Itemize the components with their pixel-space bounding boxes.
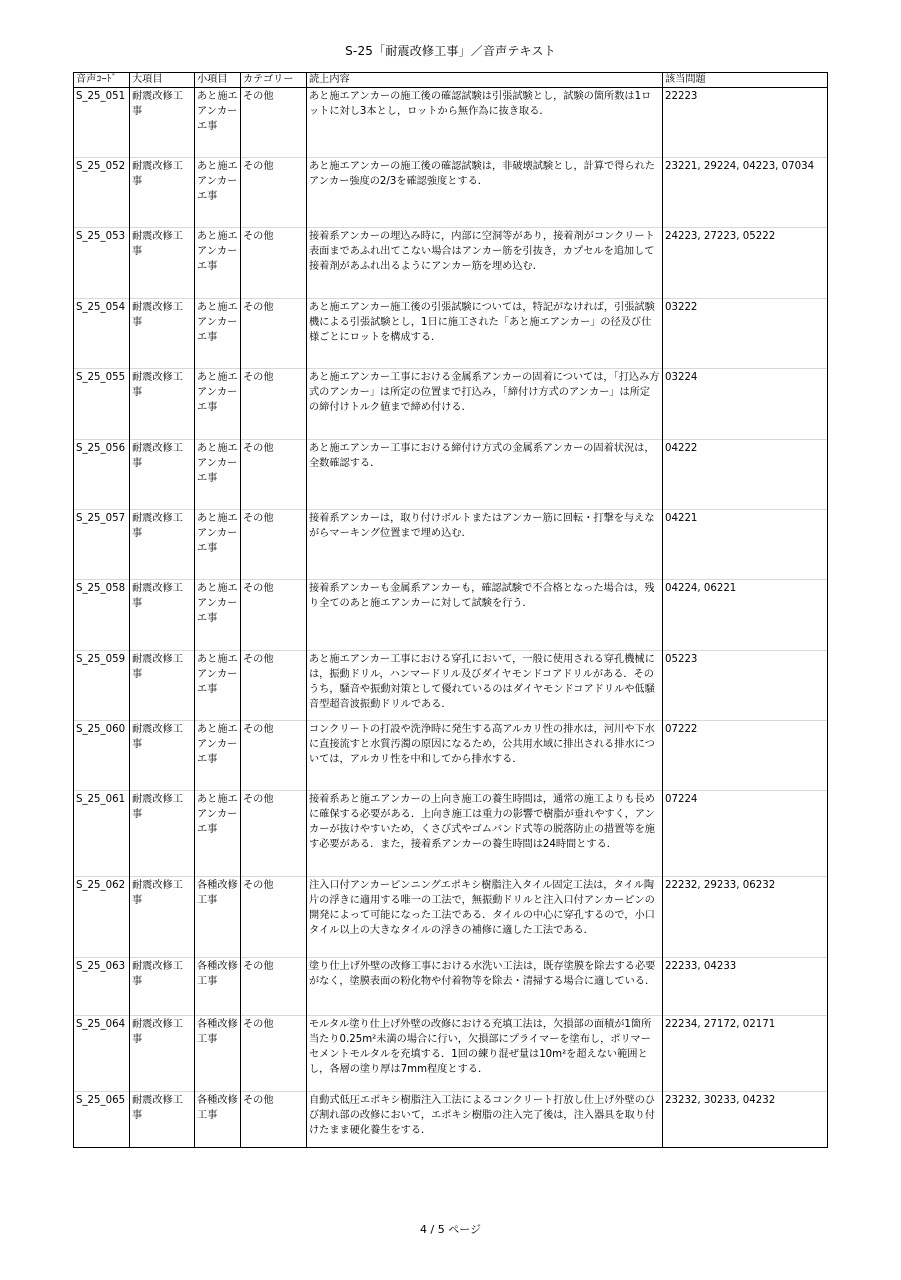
row-major: 耐震改修工事 (130, 158, 195, 228)
row-major: 耐震改修工事 (130, 958, 195, 1016)
row-major: 耐震改修工事 (130, 791, 195, 877)
row-category: その他 (241, 299, 307, 369)
row-text: あと施エアンカーの施工後の確認試験は，非破壊試験とし，計算で得られたアンカー強度の2/3を確認強度とする． (307, 158, 663, 228)
table-row (74, 1092, 828, 1148)
row-refs: 07224 (663, 791, 828, 877)
row-refs: 23232, 30233, 04232 (663, 1092, 828, 1148)
row-refs: 22233, 04233 (663, 958, 828, 1016)
table-row (74, 1016, 828, 1092)
table-row (74, 877, 828, 958)
row-category: その他 (241, 510, 307, 580)
row-text: あと施エアンカー工事における金属系アンカーの固着については，「打込み方式のアンカー」は所定の位置まで打込み，「締付け方式のアンカー」は所定の締付けトルク値まで締め付ける． (307, 369, 663, 440)
row-code: S_25_064 (74, 1016, 130, 1092)
row-category: その他 (241, 1016, 307, 1092)
row-refs: 23221, 29224, 04223, 07034 (663, 158, 828, 228)
row-refs: 24223, 27223, 05222 (663, 228, 828, 299)
header-major: 大項目 (130, 73, 195, 88)
row-minor: あと施エアンカーエ事 (195, 721, 241, 791)
row-major: 耐震改修工事 (130, 1016, 195, 1092)
row-minor: あと施エアンカーエ事 (195, 228, 241, 299)
row-code: S_25_062 (74, 877, 130, 958)
row-major: 耐震改修工事 (130, 651, 195, 721)
row-refs: 03222 (663, 299, 828, 369)
row-major: 耐震改修工事 (130, 1092, 195, 1148)
header-code: 音声ｺｰﾄﾞ (74, 73, 130, 88)
header-category: カテゴリー (241, 73, 307, 88)
row-text: 自動式低圧エポキシ樹脂注入工法によるコンクリート打放し仕上げ外壁のひび割れ部の改修において，エポキシ樹脂の注入完了後は，注入器具を取り付けたまま硬化養生をする． (307, 1092, 663, 1148)
row-minor: あと施エアンカーエ事 (195, 791, 241, 877)
header-text: 読上内容 (307, 73, 663, 88)
row-category: その他 (241, 791, 307, 877)
row-code: S_25_055 (74, 369, 130, 440)
row-category: その他 (241, 88, 307, 158)
row-category: その他 (241, 877, 307, 958)
row-code: S_25_058 (74, 580, 130, 651)
document-title: S-25「耐震改修工事」／音声テキスト (345, 44, 556, 58)
table-row (74, 228, 828, 299)
row-refs: 07222 (663, 721, 828, 791)
row-major: 耐震改修工事 (130, 88, 195, 158)
row-category: その他 (241, 440, 307, 510)
row-major: 耐震改修工事 (130, 580, 195, 651)
row-code: S_25_061 (74, 791, 130, 877)
header-refs: 該当問題 (663, 73, 828, 88)
row-text: 注入口付アンカーピンニングエポキシ樹脂注入タイル固定工法は，タイル陶片の浮きに適用する唯一の工法で，無振動ドリルと注入口付アンカーピンの開発によって可能になった工法である．タイルの中心に穿孔するので，小口タイル以上の大きなタイルの浮きの補修に適した工法である． (307, 877, 663, 958)
row-category: その他 (241, 228, 307, 299)
table-row (74, 651, 828, 721)
row-minor: 各種改修工事 (195, 958, 241, 1016)
row-text: コンクリートの打設や洗浄時に発生する高アルカリ性の排水は，河川や下水に直接流すと水質汚濁の原因になるため，公共用水域に排出される排水については，アルカリ性を中和してから排水する． (307, 721, 663, 791)
row-minor: 各種改修工事 (195, 877, 241, 958)
row-refs: 04221 (663, 510, 828, 580)
row-category: その他 (241, 1092, 307, 1148)
row-refs: 22234, 27172, 02171 (663, 1016, 828, 1092)
row-code: S_25_052 (74, 158, 130, 228)
row-minor: あと施エアンカーエ事 (195, 369, 241, 440)
row-minor: あと施エアンカーエ事 (195, 299, 241, 369)
row-major: 耐震改修工事 (130, 877, 195, 958)
row-minor: 各種改修工事 (195, 1016, 241, 1092)
table-row (74, 440, 828, 510)
row-minor: あと施エアンカーエ事 (195, 580, 241, 651)
row-text: 接着系アンカーは，取り付けボルトまたはアンカー筋に回転・打撃を与えながらマーキング位置まで埋め込む． (307, 510, 663, 580)
row-code: S_25_054 (74, 299, 130, 369)
row-major: 耐震改修工事 (130, 510, 195, 580)
row-minor: あと施エアンカーエ事 (195, 440, 241, 510)
row-code: S_25_051 (74, 88, 130, 158)
row-category: その他 (241, 721, 307, 791)
row-minor: あと施エアンカーエ事 (195, 88, 241, 158)
row-minor: あと施エアンカーエ事 (195, 651, 241, 721)
row-category: その他 (241, 580, 307, 651)
row-refs: 22232, 29233, 06232 (663, 877, 828, 958)
row-text: あと施エアンカー工事における締付け方式の金属系アンカーの固着状況は，全数確認する． (307, 440, 663, 510)
row-refs: 22223 (663, 88, 828, 158)
row-minor: あと施エアンカーエ事 (195, 158, 241, 228)
row-text: 接着系アンカーも金属系アンカーも，確認試験で不合格となった場合は，残り全てのあと施エアンカーに対して試験を行う． (307, 580, 663, 651)
table-row (74, 580, 828, 651)
table-row (74, 791, 828, 877)
table-row (74, 369, 828, 440)
row-refs: 04222 (663, 440, 828, 510)
row-text: あと施エアンカー施工後の引張試験については，特記がなければ，引張試験機による引張試験とし，1日に施工された「あと施エアンカー」の径及び仕様ごとにロットを構成する． (307, 299, 663, 369)
row-text: 接着系アンカーの埋込み時に，内部に空洞等があり，接着剤がコンクリート表面まであふれ出てこない場合はアンカー筋を引抜き，カプセルを追加して接着剤があふれ出るようにアンカー筋を埋め込む． (307, 228, 663, 299)
table-header-row (74, 73, 828, 88)
row-text: 接着系あと施エアンカーの上向き施工の養生時間は，通常の施工よりも長めに確保する必要がある．上向き施工は重力の影響で樹脂が垂れやすく，アンカーが抜けやすいため，くさび式やゴムバンド式等の脱落防止の措置等を施す必要がある．また，接着系アンカーの養生時間は24時間とする． (307, 791, 663, 877)
row-refs: 03224 (663, 369, 828, 440)
row-code: S_25_059 (74, 651, 130, 721)
table-row (74, 299, 828, 369)
page-footer: 4 / 5 ページ (420, 1223, 481, 1236)
row-text: あと施エアンカー工事における穿孔において，一般に使用される穿孔機械には，振動ドリル，ハンマードリル及びダイヤモンドコアドリルがある．そのうち，騒音や振動対策として優れているのはダイヤモンドコアドリルや低騒音型超音波振動ドリルである． (307, 651, 663, 721)
row-code: S_25_056 (74, 440, 130, 510)
row-code: S_25_063 (74, 958, 130, 1016)
row-minor: あと施エアンカーエ事 (195, 510, 241, 580)
row-major: 耐震改修工事 (130, 440, 195, 510)
row-major: 耐震改修工事 (130, 228, 195, 299)
row-minor: 各種改修工事 (195, 1092, 241, 1148)
table-row (74, 958, 828, 1016)
row-category: その他 (241, 369, 307, 440)
row-major: 耐震改修工事 (130, 299, 195, 369)
table-row (74, 510, 828, 580)
row-category: その他 (241, 158, 307, 228)
row-major: 耐震改修工事 (130, 721, 195, 791)
row-text: モルタル塗り仕上げ外壁の改修における充填工法は，欠損部の面積が1箇所当たり0.25m²未満の場合に行い，欠損部にプライマーを塗布し，ポリマーセメントモルタルを充填する．1回の練り混ぜ量は10m²を超えない範囲とし，各層の塗り厚は7mm程度とする． (307, 1016, 663, 1092)
row-refs: 05223 (663, 651, 828, 721)
row-code: S_25_053 (74, 228, 130, 299)
voice-text-table (73, 72, 828, 1148)
row-code: S_25_060 (74, 721, 130, 791)
row-refs: 04224, 06221 (663, 580, 828, 651)
row-category: その他 (241, 651, 307, 721)
row-code: S_25_057 (74, 510, 130, 580)
row-major: 耐震改修工事 (130, 369, 195, 440)
row-text: 塗り仕上げ外壁の改修工事における水洗い工法は，既存塗膜を除去する必要がなく，塗膜表面の粉化物や付着物等を除去・清掃する場合に適している． (307, 958, 663, 1016)
header-minor: 小項目 (195, 73, 241, 88)
table-row (74, 158, 828, 228)
table-row (74, 721, 828, 791)
table-row (74, 88, 828, 158)
row-text: あと施エアンカーの施工後の確認試験は引張試験とし，試験の箇所数は1ロットに対し3本とし，ロットから無作為に抜き取る． (307, 88, 663, 158)
row-category: その他 (241, 958, 307, 1016)
row-code: S_25_065 (74, 1092, 130, 1148)
